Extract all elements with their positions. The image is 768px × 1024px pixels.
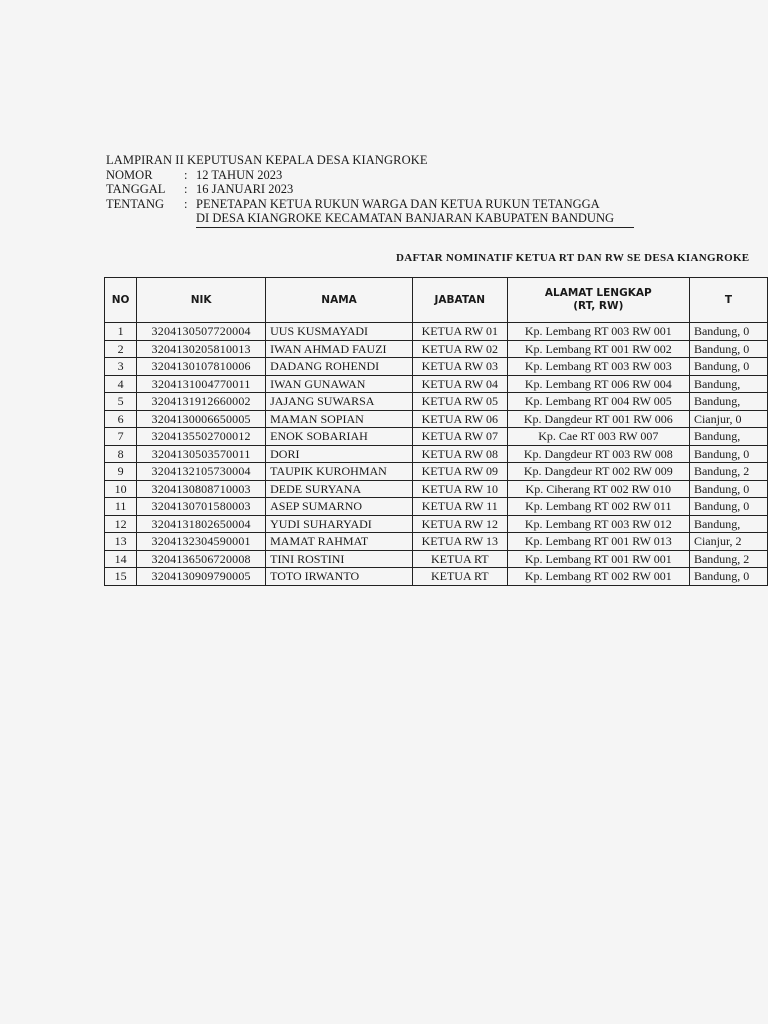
cell-ttl: Bandung, 0 bbox=[689, 358, 767, 376]
tentang-row bbox=[106, 197, 634, 228]
table-row bbox=[105, 515, 768, 533]
cell-no: 14 bbox=[105, 550, 137, 568]
cell-alamat: Kp. Lembang RT 001 RW 002 bbox=[507, 340, 689, 358]
cell-nama: DORI bbox=[266, 445, 413, 463]
tentang-separator: : bbox=[184, 196, 188, 211]
tanggal-separator: : bbox=[184, 182, 188, 196]
table-row bbox=[105, 410, 768, 428]
cell-jabatan: KETUA RW 09 bbox=[412, 463, 507, 481]
table-row bbox=[105, 393, 768, 411]
cell-nama: IWAN GUNAWAN bbox=[266, 375, 413, 393]
decree-title: LAMPIRAN II KEPUTUSAN KEPALA DESA KIANGROKE bbox=[106, 153, 428, 167]
cell-alamat: Kp. Lembang RT 001 RW 001 bbox=[507, 550, 689, 568]
decree-header bbox=[106, 153, 634, 228]
cell-nik: 3204130909790005 bbox=[137, 568, 266, 586]
cell-ttl: Bandung, 2 bbox=[689, 550, 767, 568]
table-body bbox=[105, 323, 768, 586]
table-row bbox=[105, 445, 768, 463]
cell-jabatan: KETUA RW 08 bbox=[412, 445, 507, 463]
table-row bbox=[105, 340, 768, 358]
cell-ttl: Bandung, 0 bbox=[689, 445, 767, 463]
cell-no: 11 bbox=[105, 498, 137, 516]
tanggal-label: TANGGAL bbox=[106, 182, 166, 196]
cell-nama: DADANG ROHENDI bbox=[266, 358, 413, 376]
cell-no: 9 bbox=[105, 463, 137, 481]
cell-jabatan: KETUA RW 12 bbox=[412, 515, 507, 533]
cell-alamat: Kp. Lembang RT 002 RW 001 bbox=[507, 568, 689, 586]
cell-nama: TAUPIK KUROHMAN bbox=[266, 463, 413, 481]
cell-nik: 3204135502700012 bbox=[137, 428, 266, 446]
cell-nama: ASEP SUMARNO bbox=[266, 498, 413, 516]
cell-ttl: Bandung, bbox=[689, 515, 767, 533]
cell-ttl: Cianjur, 0 bbox=[689, 410, 767, 428]
cell-jabatan: KETUA RW 03 bbox=[412, 358, 507, 376]
cell-ttl: Bandung, bbox=[689, 428, 767, 446]
cell-nik: 3204131004770011 bbox=[137, 375, 266, 393]
header-alamat-line-1: ALAMAT LENGKAP bbox=[544, 287, 652, 299]
tentang-line-1: PENETAPAN KETUA RUKUN WARGA DAN KETUA RUKUN TETANGGA bbox=[196, 196, 600, 211]
cell-jabatan: KETUA RW 10 bbox=[412, 480, 507, 498]
nomor-separator: : bbox=[184, 167, 188, 182]
header-nik: NIK bbox=[137, 278, 266, 323]
nomor-row bbox=[106, 168, 634, 183]
table-row bbox=[105, 533, 768, 551]
cell-alamat: Kp. Dangdeur RT 003 RW 008 bbox=[507, 445, 689, 463]
cell-nama: DEDE SURYANA bbox=[266, 480, 413, 498]
cell-nik: 3204130503570011 bbox=[137, 445, 266, 463]
cell-nama: TOTO IRWANTO bbox=[266, 568, 413, 586]
cell-jabatan: KETUA RW 11 bbox=[412, 498, 507, 516]
cell-nik: 3204130701580003 bbox=[137, 498, 266, 516]
table-row bbox=[105, 498, 768, 516]
cell-nik: 3204130006650005 bbox=[137, 410, 266, 428]
cell-nama: MAMAT RAHMAT bbox=[266, 533, 413, 551]
cell-no: 5 bbox=[105, 393, 137, 411]
cell-no: 3 bbox=[105, 358, 137, 376]
cell-ttl: Bandung, 2 bbox=[689, 463, 767, 481]
cell-nik: 3204131802650004 bbox=[137, 515, 266, 533]
cell-jabatan: KETUA RW 06 bbox=[412, 410, 507, 428]
cell-ttl: Bandung, bbox=[689, 393, 767, 411]
tentang-line-2: DI DESA KIANGROKE KECAMATAN BANJARAN KABUPATEN BANDUNG bbox=[196, 211, 634, 228]
cell-nik: 3204130205810013 bbox=[137, 340, 266, 358]
table-row bbox=[105, 375, 768, 393]
header-no: NO bbox=[105, 278, 137, 323]
table-row bbox=[105, 550, 768, 568]
cell-nama: TINI ROSTINI bbox=[266, 550, 413, 568]
cell-nik: 3204132304590001 bbox=[137, 533, 266, 551]
cell-alamat: Kp. Lembang RT 003 RW 001 bbox=[507, 323, 689, 341]
cell-alamat: Kp. Lembang RT 003 RW 003 bbox=[507, 358, 689, 376]
cell-nik: 3204130107810006 bbox=[137, 358, 266, 376]
cell-ttl: Bandung, 0 bbox=[689, 340, 767, 358]
cell-no: 7 bbox=[105, 428, 137, 446]
cell-ttl: Bandung, 0 bbox=[689, 323, 767, 341]
cell-nama: ENOK SOBARIAH bbox=[266, 428, 413, 446]
cell-ttl: Bandung, 0 bbox=[689, 480, 767, 498]
table-row bbox=[105, 463, 768, 481]
cell-no: 8 bbox=[105, 445, 137, 463]
cell-nama: YUDI SUHARYADI bbox=[266, 515, 413, 533]
cell-nama: JAJANG SUWARSA bbox=[266, 393, 413, 411]
cell-nik: 3204130808710003 bbox=[137, 480, 266, 498]
cell-jabatan: KETUA RT bbox=[412, 568, 507, 586]
nominee-table bbox=[104, 277, 768, 586]
header-alamat-line-2: (RT, RW) bbox=[573, 300, 624, 312]
nomor-value: 12 TAHUN 2023 bbox=[196, 167, 283, 182]
table-row bbox=[105, 428, 768, 446]
tanggal-value: 16 JANUARI 2023 bbox=[196, 182, 294, 196]
cell-nama: IWAN AHMAD FAUZI bbox=[266, 340, 413, 358]
cell-nama: MAMAN SOPIAN bbox=[266, 410, 413, 428]
cell-alamat: Kp. Lembang RT 004 RW 005 bbox=[507, 393, 689, 411]
nomor-label: NOMOR bbox=[106, 167, 153, 182]
cell-alamat: Kp. Lembang RT 001 RW 013 bbox=[507, 533, 689, 551]
cell-alamat: Kp. Lembang RT 002 RW 011 bbox=[507, 498, 689, 516]
cell-alamat: Kp. Lembang RT 006 RW 004 bbox=[507, 375, 689, 393]
cell-no: 10 bbox=[105, 480, 137, 498]
cell-ttl: Cianjur, 2 bbox=[689, 533, 767, 551]
cell-nik: 3204132105730004 bbox=[137, 463, 266, 481]
table-row bbox=[105, 358, 768, 376]
cell-alamat: Kp. Dangdeur RT 001 RW 006 bbox=[507, 410, 689, 428]
cell-no: 1 bbox=[105, 323, 137, 341]
header-jabatan: JABATAN bbox=[412, 278, 507, 323]
header-alamat bbox=[507, 278, 689, 323]
header-nama: NAMA bbox=[266, 278, 413, 323]
cell-nik: 3204131912660002 bbox=[137, 393, 266, 411]
table-row bbox=[105, 568, 768, 586]
cell-alamat: Kp. Ciherang RT 002 RW 010 bbox=[507, 480, 689, 498]
cell-nama: UUS KUSMAYADI bbox=[266, 323, 413, 341]
cell-no: 6 bbox=[105, 410, 137, 428]
cell-no: 13 bbox=[105, 533, 137, 551]
cell-alamat: Kp. Cae RT 003 RW 007 bbox=[507, 428, 689, 446]
tentang-value bbox=[196, 197, 634, 228]
cell-ttl: Bandung, 0 bbox=[689, 498, 767, 516]
cell-no: 12 bbox=[105, 515, 137, 533]
cell-ttl: Bandung, 0 bbox=[689, 568, 767, 586]
cell-nik: 3204136506720008 bbox=[137, 550, 266, 568]
tentang-label: TENTANG bbox=[106, 196, 165, 211]
cell-ttl: Bandung, bbox=[689, 375, 767, 393]
list-title: DAFTAR NOMINATIF KETUA RT DAN RW SE DESA KIANGROKE bbox=[396, 252, 750, 264]
cell-nik: 3204130507720004 bbox=[137, 323, 266, 341]
cell-alamat: Kp. Dangdeur RT 002 RW 009 bbox=[507, 463, 689, 481]
table-row bbox=[105, 323, 768, 341]
cell-no: 4 bbox=[105, 375, 137, 393]
cell-no: 15 bbox=[105, 568, 137, 586]
cell-jabatan: KETUA RW 05 bbox=[412, 393, 507, 411]
cell-jabatan: KETUA RW 01 bbox=[412, 323, 507, 341]
table-row bbox=[105, 480, 768, 498]
cell-jabatan: KETUA RT bbox=[412, 550, 507, 568]
cell-jabatan: KETUA RW 07 bbox=[412, 428, 507, 446]
cell-no: 2 bbox=[105, 340, 137, 358]
cell-jabatan: KETUA RW 04 bbox=[412, 375, 507, 393]
cell-jabatan: KETUA RW 13 bbox=[412, 533, 507, 551]
cell-jabatan: KETUA RW 02 bbox=[412, 340, 507, 358]
cell-alamat: Kp. Lembang RT 003 RW 012 bbox=[507, 515, 689, 533]
table-header-row bbox=[105, 278, 768, 323]
tanggal-row bbox=[106, 182, 634, 197]
header-ttl: T bbox=[689, 278, 767, 323]
